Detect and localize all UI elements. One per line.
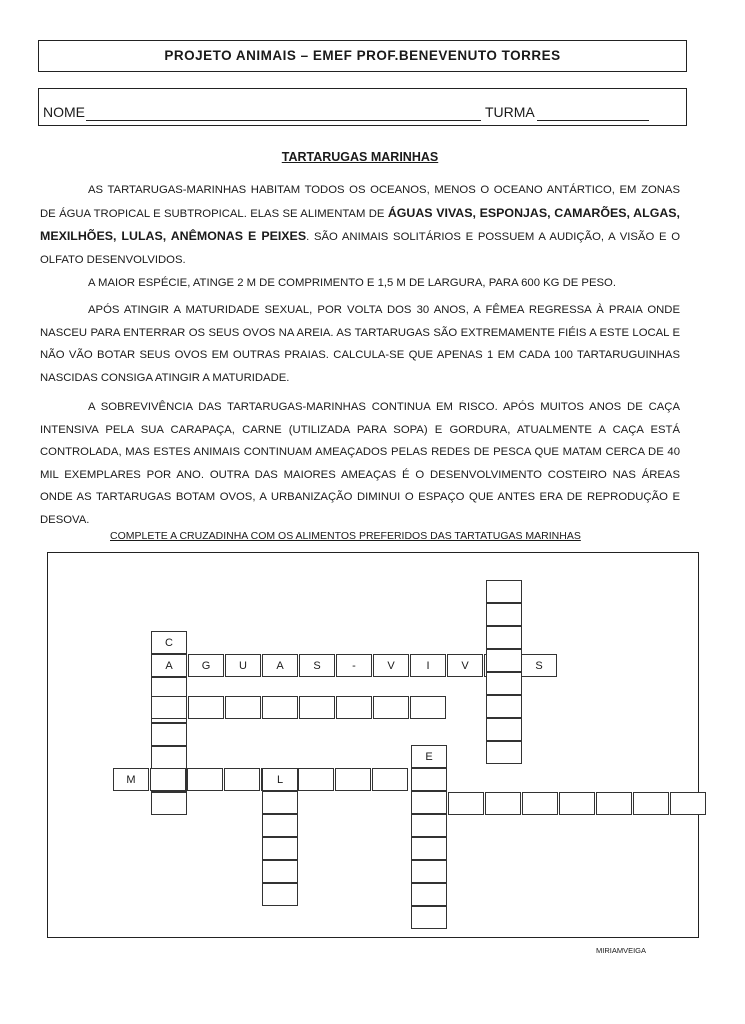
crossword-cell[interactable] [372, 768, 408, 791]
paragraph-habitat: AS TARTARUGAS-MARINHAS HABITAM TODOS OS OCEANOS, MENOS O OCEANO ANTÁRTICO, EM ZONAS DE ÁGUA TROPICAL E SUBTROPICAL. ELAS SE ALIMENTAM DE ÁGUAS VIVAS, ESPONJAS, CAMARÕES, ALGAS, MEXILHÕES, LULAS, ANÊMONAS E PEIXES. SÃO ANIMAIS SOLITÁRIOS E POSSUEM A AUDIÇÃO, A VISÃO E O OLFATO DESENVOLVIDOS. [40, 184, 681, 266]
crossword-cell[interactable] [633, 792, 669, 815]
crossword-cell[interactable] [262, 883, 298, 906]
crossword-instruction: COMPLETE A CRUZADINHA COM OS ALIMENTOS PREFERIDOS DAS TARTATUGAS MARINHAS [110, 530, 581, 542]
section-heading: TARTARUGAS MARINHAS [281, 150, 439, 164]
crossword-cell[interactable] [188, 696, 224, 719]
crossword-cell[interactable] [486, 603, 522, 626]
crossword-cell[interactable] [670, 792, 706, 815]
crossword-cell[interactable] [486, 580, 522, 603]
crossword-cell[interactable] [262, 814, 298, 837]
crossword-cell[interactable] [486, 695, 522, 718]
crossword-cell[interactable]: S [299, 654, 335, 677]
name-label: NOME [43, 104, 85, 120]
crossword-cell[interactable] [336, 696, 372, 719]
crossword-cell[interactable] [411, 791, 447, 814]
crossword-cell[interactable] [299, 696, 335, 719]
paragraph-size: A MAIOR ESPÉCIE, ATINGE 2 M DE COMPRIMENTO E 1,5 M DE LARGURA, PARA 600 KG DE PESO. [88, 277, 616, 289]
crossword-frame [47, 552, 699, 938]
crossword-cell[interactable] [411, 814, 447, 837]
class-label: TURMA [485, 104, 535, 120]
crossword-cell[interactable] [486, 741, 522, 764]
crossword-cell[interactable] [411, 768, 447, 791]
crossword-cell[interactable]: V [447, 654, 483, 677]
crossword-cell[interactable] [486, 718, 522, 741]
student-info-box [38, 88, 687, 126]
paragraph-reproduction: APÓS ATINGIR A MATURIDADE SEXUAL, POR VOLTA DOS 30 ANOS, A FÊMEA REGRESSA À PRAIA ONDE NASCEU PARA ENTERRAR OS SEUS OVOS NA AREIA. AS TARTARUGAS SÃO EXTREMAMENTE FIÉIS A ESTE LOCAL E NÃO VÃO BOTAR SEUS OVOS EM OUTRAS PRAIAS. CALCULA-SE QUE APENAS 1 EM CADA 100 TARTARUGUINHAS NASCIDAS CONSIGA ATINGIR A MATURIDADE. [40, 304, 680, 384]
crossword-cell[interactable] [522, 792, 558, 815]
crossword-cell[interactable] [485, 792, 521, 815]
diet-highlight: ÁGUAS VIVAS, ESPONJAS, CAMARÕES, ALGAS, MEXILHÕES, LULAS, ANÊMONAS E PEIXES [40, 205, 680, 243]
crossword-cell[interactable] [486, 649, 522, 672]
title-box [38, 40, 687, 72]
crossword-cell[interactable] [150, 768, 186, 791]
crossword-cell[interactable]: L [262, 768, 298, 791]
crossword-cell[interactable] [335, 768, 371, 791]
crossword-cell[interactable]: M [113, 768, 149, 791]
crossword-cell[interactable] [187, 768, 223, 791]
crossword-cell[interactable] [298, 768, 334, 791]
crossword-cell[interactable] [262, 860, 298, 883]
crossword-cell[interactable] [262, 791, 298, 814]
crossword-cell[interactable] [486, 626, 522, 649]
crossword-cell[interactable]: S [521, 654, 557, 677]
page-title: PROJETO ANIMAIS – EMEF PROF.BENEVENUTO TORRES [164, 48, 561, 63]
crossword-cell[interactable] [411, 906, 447, 929]
crossword-cell[interactable]: A [262, 654, 298, 677]
author-credit: MIRIAMVEIGA [596, 946, 647, 955]
crossword-cell[interactable]: A [151, 654, 187, 677]
crossword-cell[interactable] [411, 883, 447, 906]
crossword-cell[interactable] [225, 696, 261, 719]
crossword-cell[interactable]: E [411, 745, 447, 768]
crossword-cell[interactable] [410, 696, 446, 719]
crossword-cell[interactable] [448, 792, 484, 815]
crossword-cell[interactable] [151, 792, 187, 815]
crossword-cell[interactable] [596, 792, 632, 815]
crossword-cell[interactable] [373, 696, 409, 719]
crossword-cell[interactable] [224, 768, 260, 791]
crossword-cell[interactable] [411, 860, 447, 883]
crossword-cell[interactable] [262, 696, 298, 719]
crossword-cell[interactable]: C [151, 631, 187, 654]
crossword-cell[interactable]: V [373, 654, 409, 677]
crossword-cell[interactable]: I [410, 654, 446, 677]
paragraph-threats: A SOBREVIVÊNCIA DAS TARTARUGAS-MARINHAS CONTINUA EM RISCO. APÓS MUITOS ANOS DE CAÇA INTENSIVA PELA SUA CARAPAÇA, CARNE (UTILIZADA PARA SOPA) E GORDURA, ATUALMENTE A CAÇA ESTÁ CONTROLADA, MAS ESTES ANIMAIS CONTINUAM AMEAÇADOS PELAS REDES DE PESCA QUE MATAM CERCA DE 40 MIL EXEMPLARES POR ANO. OUTRA DAS MAIORES AMEAÇAS É O DESENVOLVIMENTO COSTEIRO NAS ÁREAS ONDE AS TARTARUGAS BOTAM OVOS, A URBANIZAÇÃO DIMINUI O ESPAÇO QUE ANTES ERA DE REPRODUÇÃO E DESOVA. [40, 401, 680, 526]
crossword-cell[interactable] [151, 723, 187, 746]
crossword-cell[interactable] [486, 672, 522, 695]
crossword-cell[interactable]: U [225, 654, 261, 677]
crossword-cell[interactable] [151, 746, 187, 769]
crossword-cell[interactable] [559, 792, 595, 815]
name-input-line[interactable] [86, 120, 481, 121]
crossword-cell[interactable]: - [336, 654, 372, 677]
crossword-cell[interactable] [411, 837, 447, 860]
class-input-line[interactable] [537, 120, 649, 121]
crossword-cell[interactable] [262, 837, 298, 860]
crossword-cell[interactable]: G [188, 654, 224, 677]
crossword-cell[interactable] [151, 696, 187, 719]
